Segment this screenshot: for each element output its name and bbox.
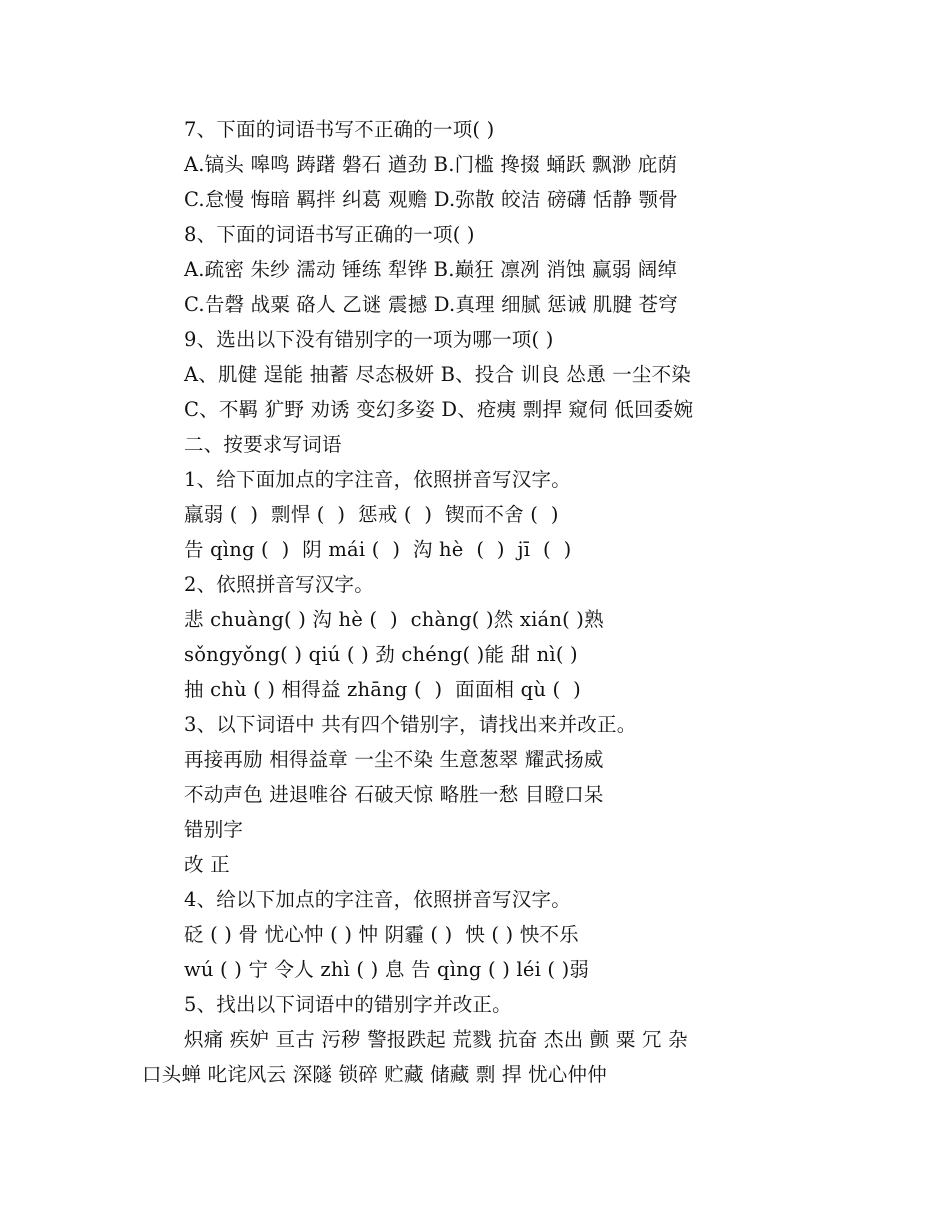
- text-line: 再接再励 相得益章 一尘不染 生意葱翠 耀武扬威: [184, 748, 604, 771]
- text-line: 5、找出以下词语中的错别字并改正。: [184, 993, 512, 1016]
- text-line: sǒngyǒng( ) qiú ( ) 劲 chéng( )能 甜 nì( ): [184, 643, 578, 666]
- text-line: A.镐头 嗥鸣 踌躇 磐石 遒劲 B.门槛 搀掇 蛹跃 飘渺 庇荫: [184, 153, 678, 176]
- text-line: A.疏密 朱纱 濡动 锤练 犁铧 B.巅狂 凛冽 消蚀 赢弱 阔绰: [184, 258, 678, 281]
- text-line: 悲 chuàng( ) 沟 hè ( ) chàng( )然 xián( )熟: [184, 608, 604, 631]
- text-line: 错别字: [184, 818, 244, 841]
- text-line: C.告磬 战粟 硌人 乙谜 震撼 D.真理 细腻 惩诫 肌腱 苍穹: [184, 293, 678, 316]
- text-line: 不动声色 进退唯谷 石破天惊 略胜一愁 目瞪口呆: [184, 783, 604, 806]
- text-line: 抽 chù ( ) 相得益 zhāng ( ) 面面相 qù ( ): [184, 678, 581, 701]
- text-line: 炽痛 疾妒 亘古 污秽 警报跌起 荒戮 抗奋 杰出 颤 粟 冗 杂: [184, 1028, 688, 1051]
- text-line: 改 正: [184, 853, 230, 876]
- text-line: 1、给下面加点的字注音，依照拼音写汉字。: [184, 468, 571, 491]
- text-line: 羸弱 ( ) 剽悍 ( ) 惩戒 ( ) 锲而不舍 ( ): [184, 503, 559, 526]
- text-line: A、肌健 逞能 抽蓄 尽态极妍 B、投合 训良 怂恿 一尘不染: [184, 363, 692, 386]
- text-line: 9、选出以下没有错别字的一项为哪一项( ): [184, 328, 554, 351]
- text-line: 3、以下词语中 共有四个错别字，请找出来并改正。: [184, 713, 637, 736]
- text-line: 4、给以下加点的字注音，依照拼音写汉字。: [184, 888, 571, 911]
- section-heading: 二、按要求写词语: [184, 433, 342, 456]
- text-line: 告 qìng ( ) 阴 mái ( ) 沟 hè ( ) jī ( ): [184, 538, 572, 561]
- text-line: 7、下面的词语书写不正确的一项( ): [184, 118, 495, 141]
- text-line: C.怠慢 悔暗 羁拌 纠葛 观赡 D.弥散 皎洁 磅礴 恬静 颚骨: [184, 188, 678, 211]
- text-line: 砭 ( ) 骨 忧心忡 ( ) 忡 阴霾 ( ) 怏 ( ) 怏不乐: [184, 923, 579, 946]
- text-line: 8、下面的词语书写正确的一项( ): [184, 223, 475, 246]
- text-line: 2、依照拼音写汉字。: [184, 573, 374, 596]
- text-line: C、不羁 犷野 劝诱 变幻多姿 D、疮痍 剽捍 窥伺 低回委婉: [184, 398, 694, 421]
- text-line: 口头蝉 叱诧风云 深隧 锁碎 贮藏 储藏 剽 捍 忧心仲仲: [142, 1063, 607, 1086]
- text-line: wú ( ) 宁 令人 zhì ( ) 息 告 qìng ( ) léi ( )弱: [184, 958, 590, 981]
